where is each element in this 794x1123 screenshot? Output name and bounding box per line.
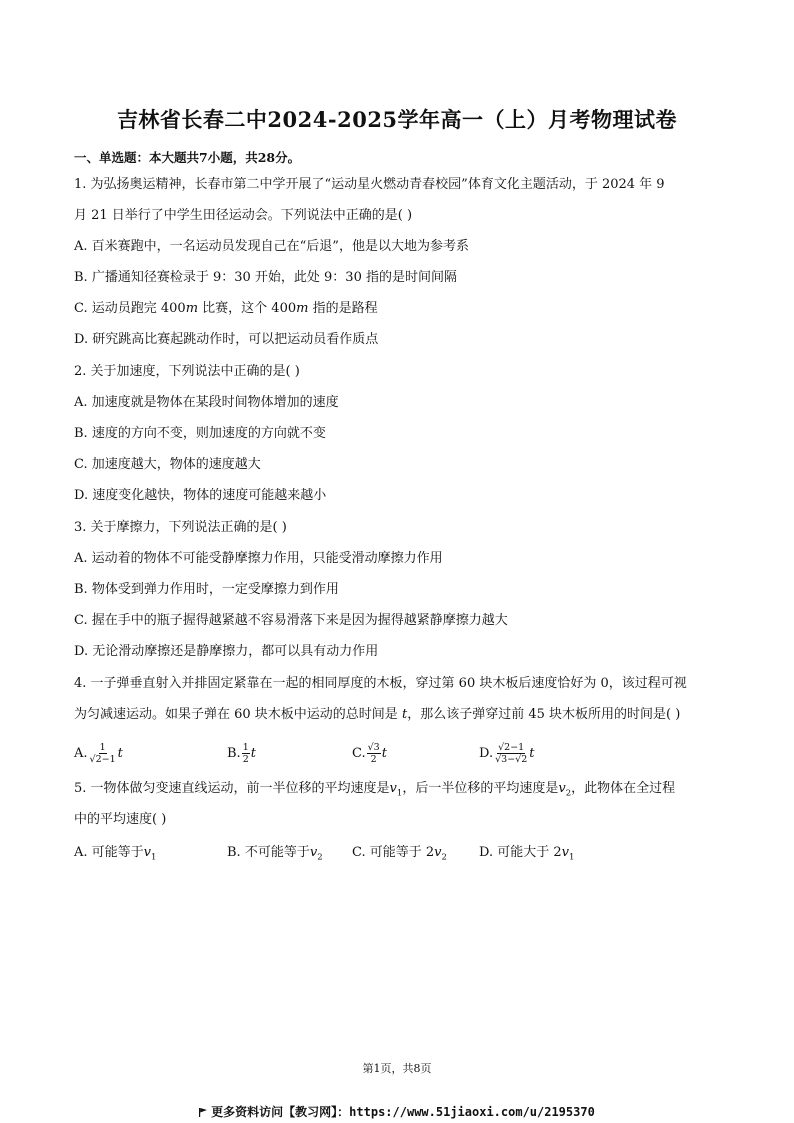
q5-c-sub: 2 — [441, 852, 447, 863]
q4-option-a-fraction — [89, 742, 117, 765]
q5-stem-a: 5. 一物体做匀变速直线运动，前一半位移的平均速度是 — [74, 781, 390, 796]
q4-c-denominator: 2 — [370, 754, 377, 765]
q4-stem-line2-pre: 为匀减速运动。如果子弹在 60 块木板中运动的总时间是 — [74, 707, 402, 722]
exam-title: 吉林省长春二中2024-2025学年高一（上）月考物理试卷 — [116, 107, 678, 132]
q5-c-var: v — [434, 845, 442, 860]
q5-v2-sub: 2 — [565, 788, 572, 799]
q4-stem-line2 — [74, 706, 680, 724]
q5-option-c — [352, 844, 447, 867]
q5-v1-var: v — [389, 781, 397, 796]
q1-option-d: D. 研究跳高比赛起跳动作时，可以把运动员看作质点 — [74, 332, 379, 347]
q4-option-a-label: A. — [74, 746, 88, 761]
q4-d-var: t — [529, 746, 535, 761]
q2-option-c: C. 加速度越大，物体的速度越大 — [74, 457, 261, 472]
page-number: 第1页，共8页 — [362, 1062, 432, 1075]
q3-option-b: B. 物体受到弹力作用时，一定受摩擦力到作用 — [74, 582, 339, 597]
q5-option-b-text: B. 不可能等于 — [227, 845, 310, 860]
q5-v1-sub: 1 — [396, 788, 403, 799]
q4-option-c — [352, 742, 387, 765]
q4-b-var: t — [250, 746, 256, 761]
q1-option-c-mid: 比赛，这个 400 — [198, 301, 297, 316]
q1-option-c-post: 指的是路程 — [308, 301, 378, 316]
q4-c-numerator: √3 — [367, 742, 380, 753]
resource-link-banner[interactable] — [0, 1103, 794, 1120]
q1-option-a: A. 百米赛跑中，一名运动员发现自己在“后退”，他是以大地为参考系 — [74, 239, 469, 254]
q4-a-numerator: 1 — [99, 742, 106, 753]
q5-stem-line1 — [74, 780, 675, 803]
q2-option-a: A. 加速度就是物体在某段时间物体增加的速度 — [74, 395, 339, 410]
q5-a-sub: 1 — [151, 852, 157, 863]
q5-option-b — [227, 844, 323, 867]
q5-v2-var: v — [558, 781, 566, 796]
q5-option-a — [74, 844, 156, 867]
q5-stem-c: ，此物体在全过程 — [571, 781, 676, 796]
q4-b-denominator: 2 — [242, 754, 249, 765]
q1-unit-m1: m — [185, 301, 199, 316]
q4-d-numerator: √2−1 — [498, 742, 525, 753]
q5-stem-line2: 中的平均速度( ) — [74, 812, 167, 827]
section-heading: 一、单选题：本大题共7小题，共28分。 — [74, 150, 301, 165]
q4-option-a — [74, 742, 123, 765]
q4-b-numerator: 1 — [242, 742, 249, 753]
q5-d-var: v — [561, 845, 569, 860]
q1-option-c — [74, 300, 378, 318]
q5-option-c-text: C. 可能等于 2 — [352, 845, 435, 860]
q1-option-b: B. 广播通知径赛检录于 9：30 开始，此处 9：30 指的是时间间隔 — [74, 270, 457, 285]
q5-stem-b: ，后一半位移的平均速度是 — [402, 781, 559, 796]
q2-stem: 2. 关于加速度，下列说法中正确的是( ) — [74, 364, 300, 379]
flag-icon — [199, 1108, 207, 1117]
q3-option-d: D. 无论滑动摩擦还是静摩擦力，都可以具有动力作用 — [74, 644, 379, 659]
q5-option-d-text: D. 可能大于 2 — [479, 845, 562, 860]
q1-stem-line2: 月 21 日举行了中学生田径运动会。下列说法中正确的是( ) — [74, 208, 413, 223]
q5-a-var: v — [143, 845, 152, 860]
q5-d-sub: 1 — [569, 852, 575, 863]
q1-unit-m2: m — [296, 301, 309, 316]
q4-option-c-fraction — [367, 742, 381, 765]
q4-option-c-label: C. — [352, 746, 366, 761]
q5-b-sub: 2 — [317, 852, 323, 863]
q2-option-b: B. 速度的方向不变，则加速度的方向就不变 — [74, 426, 326, 441]
q5-b-var: v — [309, 845, 318, 860]
q4-a-var: t — [117, 746, 123, 761]
q4-c-var: t — [381, 746, 387, 761]
q1-option-c-pre: C. 运动员跑完 400 — [74, 301, 186, 316]
q4-option-b — [227, 742, 256, 765]
q4-d-denominator: √3−√2 — [495, 754, 528, 765]
q4-option-d — [479, 742, 534, 765]
q3-option-a: A. 运动着的物体不可能受静摩擦力作用，只能受滑动摩擦力作用 — [74, 551, 443, 566]
q4-stem-line1: 4. 一子弹垂直射入并排固定紧靠在一起的相同厚度的木板，穿过第 60 块木板后速度恰好为 0，该过程可视 — [74, 676, 687, 691]
q3-option-c: C. 握在手中的瓶子握得越紧越不容易滑落下来是因为握得越紧静摩擦力越大 — [74, 613, 508, 628]
q5-option-d — [479, 844, 574, 867]
q4-option-d-fraction — [494, 742, 528, 765]
q4-stem-line2-post: ，那么该子弹穿过前 45 块木板所用的时间是( ) — [407, 707, 681, 722]
q4-option-b-label: B. — [227, 746, 241, 761]
q4-option-d-label: D. — [479, 746, 494, 761]
q5-option-a-text: A. 可能等于 — [74, 845, 144, 860]
q2-option-d: D. 速度变化越快，物体的速度可能越来越小 — [74, 488, 327, 503]
q4-option-b-fraction — [242, 742, 250, 765]
q4-var-t: t — [401, 707, 408, 722]
resource-link-text[interactable]: 更多资料访问【教习网】：https://www.51jiaoxi.com/u/2195370 — [211, 1105, 595, 1119]
q3-stem: 3. 关于摩擦力，下列说法正确的是( ) — [74, 520, 287, 535]
q4-a-denominator: √2−1 — [89, 754, 116, 765]
q1-stem-line1: 1. 为弘扬奥运精神，长春市第二中学开展了“运动星火燃动青春校园”体育文化主题活动，于 2024 年 9 — [74, 177, 665, 192]
